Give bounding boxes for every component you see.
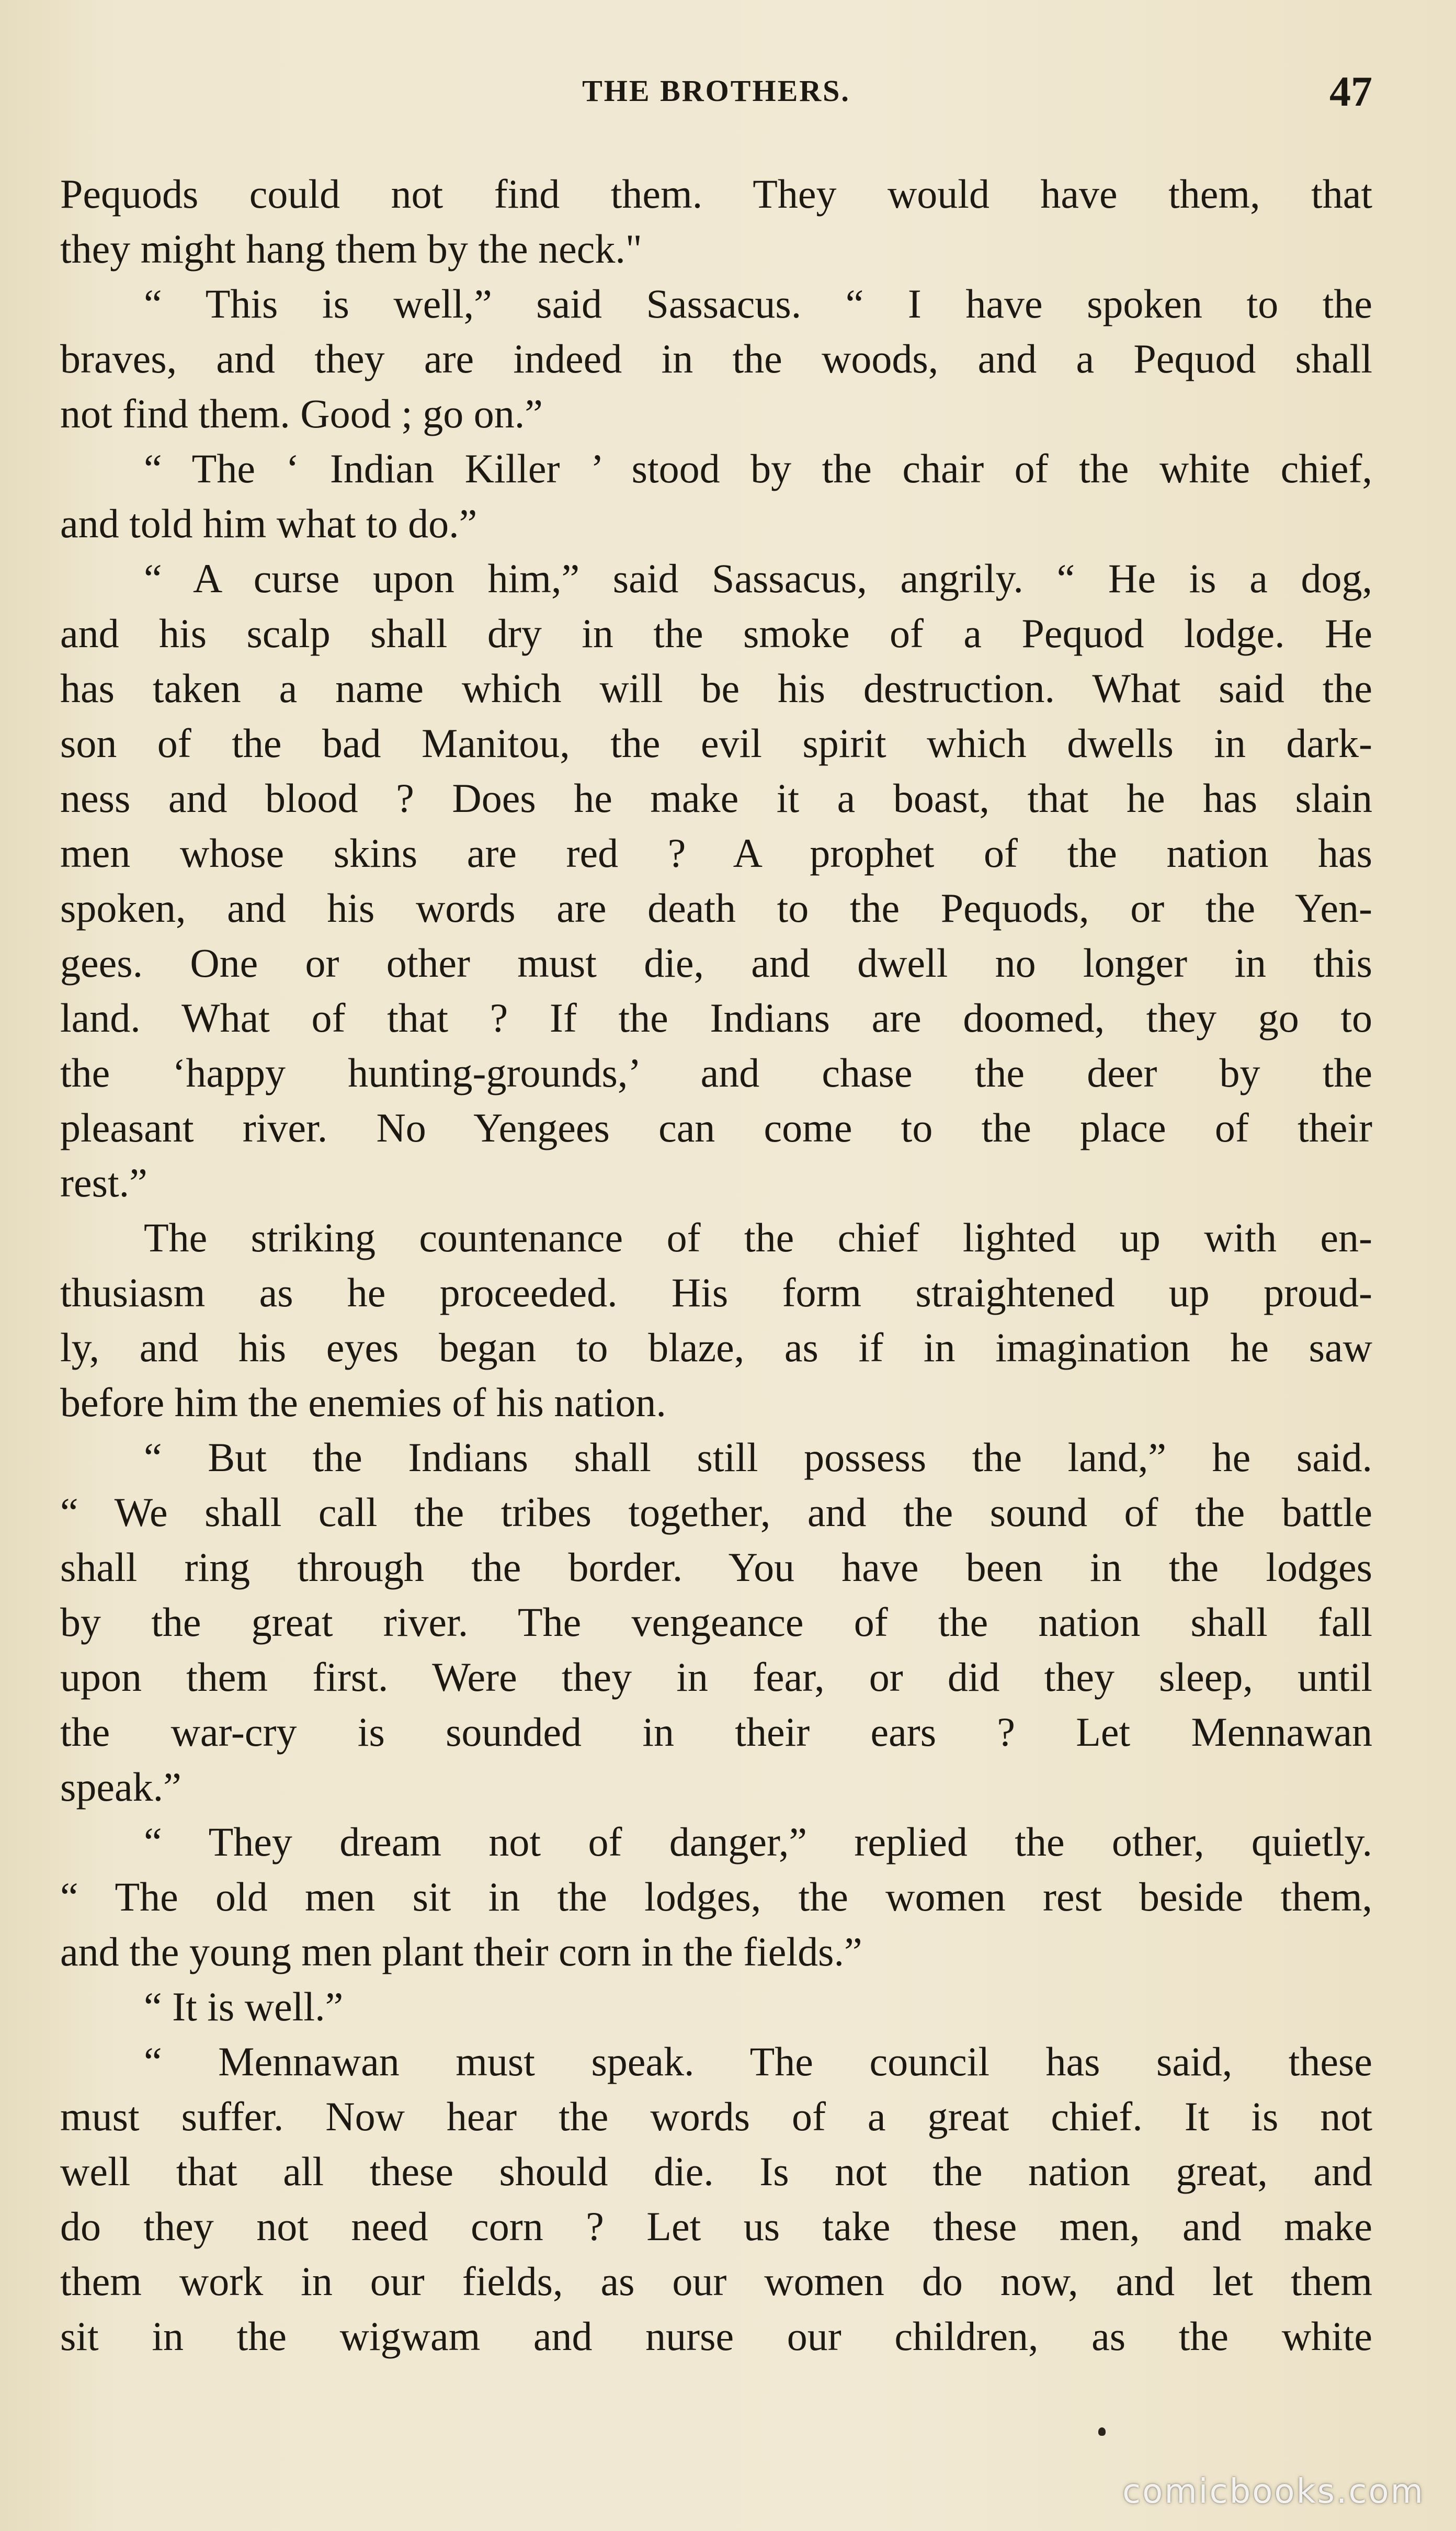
text-line: “ Mennawan must speak. The council has said, these (144, 2039, 1372, 2084)
text-line: rest.” (60, 1160, 147, 1205)
text-line: “ They dream not of danger,” replied the other, quietly. (144, 1819, 1372, 1865)
text-line: men whose skins are red ? A prophet of the nation has (60, 830, 1372, 876)
text-line: by the great river. The vengeance of the nation shall fall (60, 1599, 1372, 1645)
watermark: comicbooks.com (1122, 2472, 1425, 2511)
page-number: 47 (1329, 67, 1372, 115)
body-text (60, 166, 1372, 2364)
text-line: “ But the Indians shall still possess the land,” he said. (144, 1434, 1372, 1480)
text-line: “ A curse upon him,” said Sassacus, angrily. “ He is a dog, (144, 556, 1372, 601)
text-line: and told him what to do.” (60, 501, 477, 546)
text-line: son of the bad Manitou, the evil spirit which dwells in dark- (60, 720, 1372, 766)
running-head: THE BROTHERS. (582, 74, 850, 108)
text-line: pleasant river. No Yengees can come to the place of their (60, 1105, 1372, 1150)
text-line: speak.” (60, 1764, 181, 1810)
text-line: “ This is well,” said Sassacus. “ I have spoken to the (144, 281, 1372, 326)
text-line: “ It is well.” (144, 1984, 344, 2029)
text-line: “ The old men sit in the lodges, the women rest beside them, (60, 1874, 1372, 1919)
text-line: the war-cry is sounded in their ears ? Let Mennawan (60, 1709, 1372, 1755)
text-line: thusiasm as he proceeded. His form straightened up proud- (60, 1270, 1372, 1315)
text-line: well that all these should die. Is not the nation great, and (60, 2149, 1372, 2194)
text-line: the ‘happy hunting-grounds,’ and chase the deer by the (60, 1050, 1372, 1095)
text-line: must suffer. Now hear the words of a great chief. It is not (60, 2094, 1372, 2139)
text-line: and the young men plant their corn in the fields.” (60, 1929, 862, 1974)
text-line: ly, and his eyes began to blaze, as if in imagination he saw (60, 1325, 1372, 1370)
text-line: and his scalp shall dry in the smoke of a Pequod lodge. He (60, 611, 1372, 656)
text-line: The striking countenance of the chief lighted up with en- (144, 1215, 1372, 1260)
text-line: before him the enemies of his nation. (60, 1380, 666, 1425)
text-line: “ We shall call the tribes together, and the sound of the battle (60, 1489, 1372, 1535)
text-line: has taken a name which will be his destruction. What said the (60, 665, 1372, 711)
text-line: sit in the wigwam and nurse our children, as the white (60, 2313, 1372, 2359)
text-line: upon them first. Were they in fear, or did they sleep, until (60, 1654, 1372, 1700)
text-line: braves, and they are indeed in the woods, and a Pequod shall (60, 336, 1372, 381)
text-line: land. What of that ? If the Indians are doomed, they go to (60, 995, 1372, 1041)
text-line: they might hang them by the neck." (60, 226, 642, 272)
text-line: spoken, and his words are death to the Pequods, or the Yen- (60, 885, 1372, 931)
text-line: do they not need corn ? Let us take these men, and make (60, 2204, 1372, 2249)
printer-mark (1098, 2427, 1106, 2436)
text-line: Pequods could not find them. They would have them, that (60, 171, 1372, 217)
text-line: ness and blood ? Does he make it a boast, that he has slain (60, 775, 1372, 821)
text-line: shall ring through the border. You have been in the lodges (60, 1544, 1372, 1590)
page-header (60, 63, 1372, 120)
text-line: not find them. Good ; go on.” (60, 391, 543, 436)
text-line: them work in our fields, as our women do now, and let them (60, 2258, 1372, 2304)
text-line: gees. One or other must die, and dwell no longer in this (60, 940, 1372, 986)
text-line: “ The ‘ Indian Killer ’ stood by the chair of the white chief, (144, 446, 1372, 491)
